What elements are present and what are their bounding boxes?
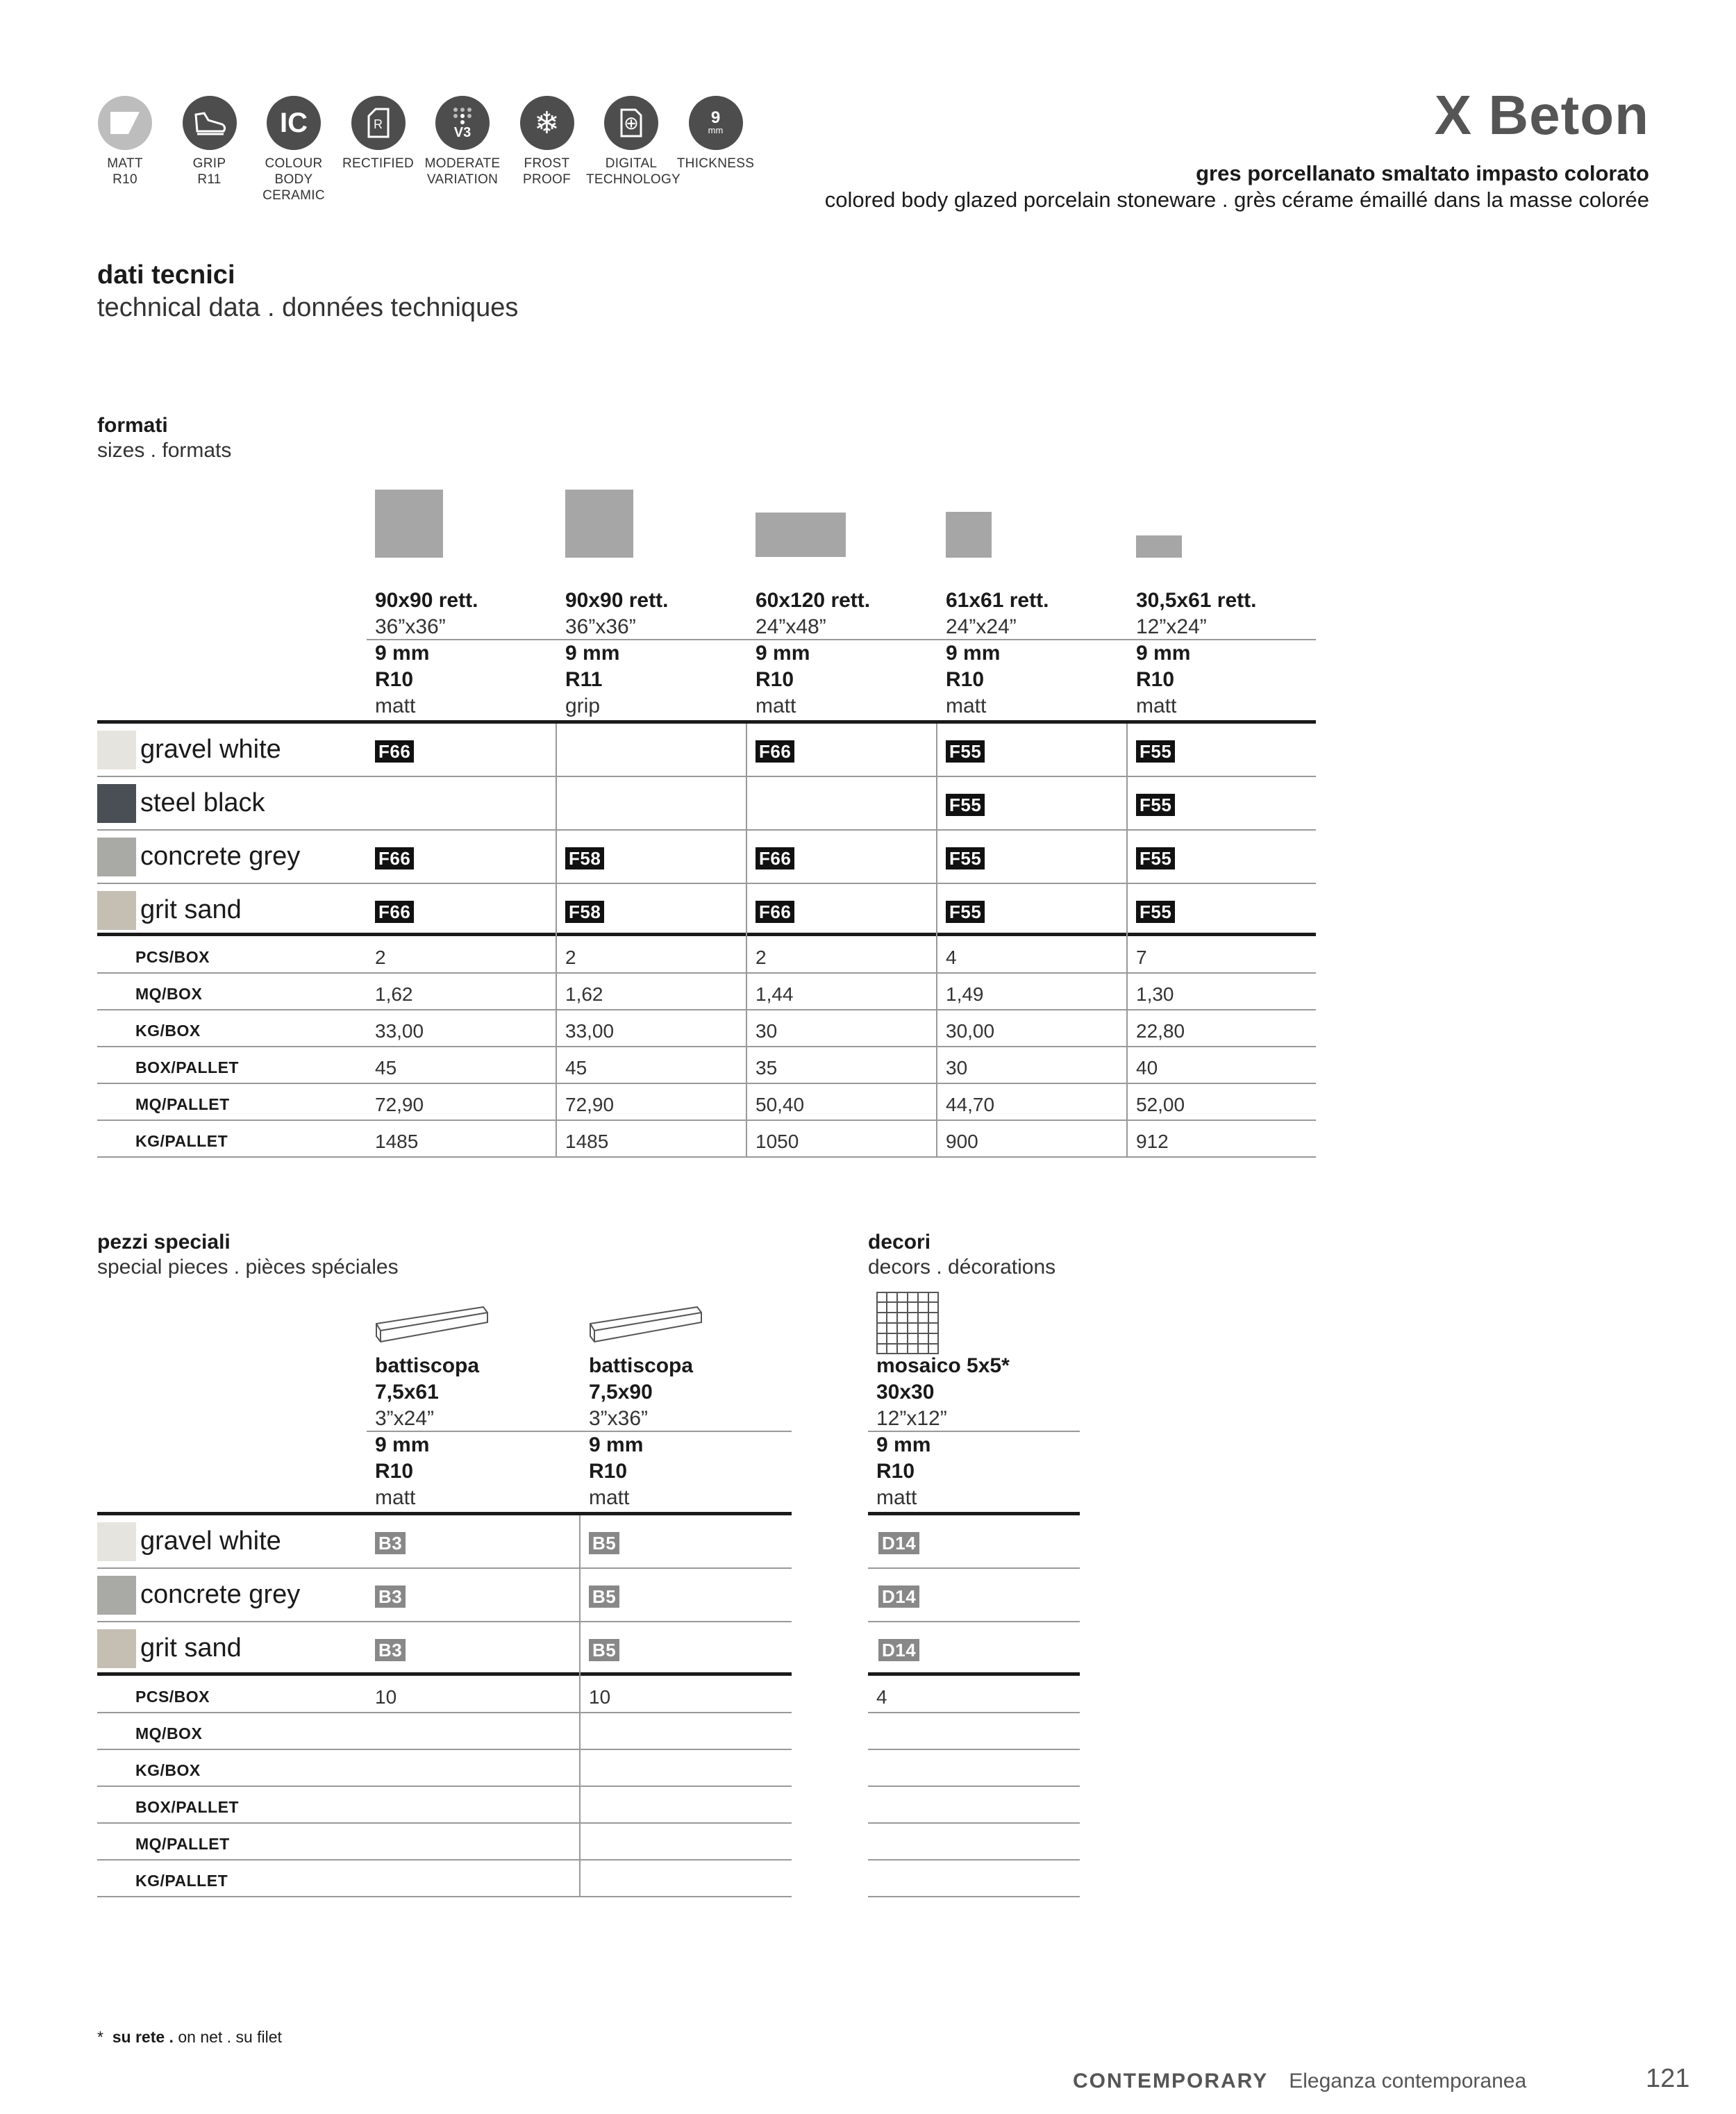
code-badge: F66: [756, 740, 794, 763]
divider: [97, 1859, 792, 1861]
metric-value: 1,62: [375, 983, 413, 1005]
metric-value: 33,00: [375, 1020, 424, 1042]
metric-label: KG/PALLET: [135, 1872, 228, 1890]
metric-value: 50,40: [756, 1094, 805, 1115]
metric-label: BOX/PALLET: [135, 1798, 239, 1816]
divider: [97, 776, 1316, 777]
divider: [367, 1431, 792, 1432]
metric-value: 10: [375, 1686, 397, 1708]
metric-value: 1485: [565, 1131, 609, 1152]
special-title: pezzi speciali: [97, 1231, 231, 1254]
formats-title: formati: [97, 414, 168, 437]
metric-label: PCS/BOX: [135, 1688, 210, 1706]
frost-icon-circle: [520, 96, 574, 150]
metric-value: 4: [876, 1686, 887, 1708]
code-badge: B5: [589, 1639, 619, 1661]
divider: [97, 1712, 792, 1713]
code-badge: F55: [946, 740, 985, 763]
metric-label: KG/BOX: [135, 1022, 201, 1040]
metric-value: 1,44: [756, 983, 794, 1005]
metric-value: 2: [756, 947, 767, 968]
code-badge: D14: [878, 1532, 919, 1554]
format-finish: matt: [946, 694, 987, 717]
subtitle-it: gres porcellanato smaltato impasto colorato: [1196, 161, 1649, 185]
code-badge: F66: [375, 847, 414, 869]
metric-value: 2: [565, 947, 576, 968]
decor-finish: matt: [876, 1486, 917, 1509]
divider: [97, 1009, 1316, 1010]
column-divider: [1126, 724, 1128, 1156]
footnote: * su rete . on net . su filet: [97, 2028, 282, 2046]
special-thickness: 9 mm: [589, 1433, 644, 1456]
metric-value: 40: [1136, 1057, 1158, 1079]
code-badge: B3: [375, 1586, 406, 1608]
digital-icon-circle: [604, 96, 658, 150]
format-header: [946, 588, 1126, 719]
format-finish: grip: [565, 694, 601, 717]
format-finish: matt: [756, 694, 796, 717]
divider: [97, 972, 1316, 974]
icon-label: [333, 156, 424, 172]
divider: [97, 1896, 792, 1897]
colour-name: gravel white: [140, 1526, 281, 1556]
format-header: [756, 588, 936, 719]
format-rating: R10: [946, 668, 985, 691]
icon-label: [502, 156, 592, 188]
format-inch: 24”x48”: [756, 615, 826, 638]
colour-swatch: [97, 1522, 136, 1561]
code-badge: B3: [375, 1532, 406, 1554]
metric-label: MQ/PALLET: [135, 1095, 230, 1113]
metric-value: 912: [1136, 1131, 1169, 1152]
divider: [868, 1512, 1080, 1515]
decor-thickness: 9 mm: [876, 1433, 931, 1456]
metric-value: 900: [946, 1131, 978, 1152]
special-header: [375, 1353, 556, 1511]
skirting-icon: [375, 1306, 490, 1351]
format-inch: 24”x24”: [946, 615, 1017, 638]
icon-label: [586, 156, 681, 188]
digital-icon: [586, 96, 681, 188]
metric-value: 4: [946, 947, 957, 968]
divider: [97, 829, 1316, 831]
divider: [97, 1786, 792, 1787]
code-badge: B5: [589, 1532, 619, 1554]
section-title: dati tecnici: [97, 260, 235, 290]
format-inch: 12”x24”: [1136, 615, 1207, 638]
special-size: 7,5x90: [589, 1381, 653, 1404]
format-thickness: 9 mm: [375, 642, 430, 665]
divider: [97, 1621, 792, 1622]
divider: [97, 1672, 792, 1676]
metric-label: MQ/BOX: [135, 985, 203, 1003]
special-inch: 3”x24”: [375, 1407, 435, 1430]
decor-name: mosaico 5x5*: [876, 1354, 1010, 1377]
colour-swatch: [97, 838, 136, 876]
colour-swatch: [97, 731, 136, 769]
divider: [97, 1822, 792, 1824]
rectified-icon: [333, 96, 424, 172]
metric-value: 30: [946, 1057, 968, 1079]
code-badge: D14: [878, 1586, 919, 1608]
special-finish: matt: [589, 1486, 630, 1509]
colour-name: concrete grey: [140, 842, 301, 871]
colour-swatch: [97, 1629, 136, 1668]
metric-label: PCS/BOX: [135, 948, 210, 966]
special-header: [589, 1353, 769, 1511]
metric-value: 1,49: [946, 983, 984, 1005]
icon-label-line: R10: [112, 172, 137, 187]
metric-value: 72,90: [565, 1094, 615, 1115]
divider: [97, 1512, 792, 1515]
rectified-icon-circle: [351, 96, 406, 150]
metric-value: 35: [756, 1057, 778, 1079]
divider: [97, 1083, 1316, 1084]
format-inch: 36”x36”: [375, 615, 446, 638]
matt-icon-circle: [98, 96, 152, 150]
divider: [868, 1822, 1080, 1824]
format-thickness: 9 mm: [565, 642, 620, 665]
code-badge: F55: [946, 794, 985, 816]
divider: [97, 1156, 1316, 1158]
decor-size: 30x30: [876, 1381, 935, 1404]
metric-value: 45: [375, 1057, 397, 1079]
divider: [868, 1621, 1080, 1622]
format-finish: matt: [1136, 694, 1177, 717]
metric-value: 22,80: [1136, 1020, 1185, 1042]
code-badge: D14: [878, 1639, 919, 1661]
metric-value: 33,00: [565, 1020, 615, 1042]
metric-value: 2: [375, 947, 386, 968]
format-finish: matt: [375, 694, 416, 717]
thickness-icon-circle: [689, 96, 743, 150]
colour-swatch: [97, 1576, 136, 1615]
decors-title: decori: [868, 1231, 931, 1254]
format-rating: R10: [1136, 668, 1175, 691]
code-badge: F55: [946, 847, 985, 869]
metric-value: 1,62: [565, 983, 603, 1005]
special-rating: R10: [589, 1460, 628, 1483]
format-rating: R11: [565, 668, 603, 691]
code-badge: F66: [375, 740, 414, 763]
icon-symbol: ❄: [534, 106, 560, 140]
column-divider: [556, 724, 557, 1156]
special-inch: 3”x36”: [589, 1407, 649, 1430]
code-badge: B5: [589, 1586, 619, 1608]
grip-icon: [165, 96, 255, 188]
colour-body-icon: [249, 96, 339, 203]
code-badge: F55: [1136, 794, 1175, 816]
divider: [868, 1431, 1080, 1432]
icon-symbol: ⊕: [624, 112, 639, 133]
code-badge: F58: [565, 901, 604, 923]
format-header: [375, 588, 556, 719]
divider: [868, 1896, 1080, 1897]
code-badge: F66: [756, 847, 794, 869]
icon-label-line: RECTIFIED: [342, 156, 414, 171]
colour-name: gravel white: [140, 735, 281, 764]
mosaic-grid-icon: [876, 1292, 939, 1358]
thickness-icon: [671, 96, 761, 172]
format-size: 30,5x61 rett.: [1136, 589, 1257, 612]
metric-value: 10: [589, 1686, 611, 1708]
code-badge: F55: [946, 901, 985, 923]
footer: [1073, 2070, 1526, 2093]
icon-symbol: IC: [280, 107, 308, 138]
decor-header: [876, 1353, 1057, 1511]
divider: [868, 1712, 1080, 1713]
metric-value: 30: [756, 1020, 778, 1042]
format-inch: 36”x36”: [565, 615, 636, 638]
icon-label: [671, 156, 761, 172]
code-badge: F66: [375, 901, 414, 923]
decor-rating: R10: [876, 1460, 915, 1483]
footer-category: CONTEMPORARY: [1073, 2070, 1269, 2092]
metric-value: 30,00: [946, 1020, 995, 1042]
footer-caption: Eleganza contemporanea: [1289, 2070, 1527, 2092]
icon-label-line: TECHNOLOGY: [586, 172, 681, 187]
metric-value: 52,00: [1136, 1094, 1185, 1115]
decors-subtitle: decors . décorations: [868, 1256, 1056, 1279]
divider: [367, 639, 1316, 640]
format-header: [565, 588, 746, 719]
metric-label: KG/BOX: [135, 1761, 201, 1779]
divider: [97, 883, 1316, 884]
format-shape-2: [565, 490, 633, 558]
metric-value: 1050: [756, 1131, 799, 1152]
icon-label-line: MATT: [107, 156, 143, 171]
formats-subtitle: sizes . formats: [97, 439, 232, 462]
icon-symbol: R: [374, 117, 383, 131]
column-divider: [746, 724, 747, 1156]
column-divider: [936, 724, 937, 1156]
special-subtitle: special pieces . pièces spéciales: [97, 1256, 399, 1279]
special-finish: matt: [375, 1486, 416, 1509]
icon-label-line: VARIATION: [426, 172, 499, 187]
special-size: 7,5x61: [375, 1381, 439, 1404]
format-thickness: 9 mm: [756, 642, 810, 665]
icon-label-line: CERAMIC: [262, 188, 325, 203]
icon-label: [165, 156, 255, 188]
colour-name: concrete grey: [140, 1580, 301, 1609]
special-rating: R10: [375, 1460, 414, 1483]
format-size: 90x90 rett.: [375, 589, 478, 612]
divider: [868, 1786, 1080, 1787]
colour-swatch: [97, 784, 136, 823]
frost-icon: [502, 96, 592, 188]
colour-name: grit sand: [140, 895, 242, 924]
format-thickness: 9 mm: [1136, 642, 1191, 665]
format-header: [1136, 588, 1317, 719]
divider: [868, 1672, 1080, 1676]
format-rating: R10: [756, 668, 794, 691]
metric-value: 7: [1136, 947, 1147, 968]
divider: [97, 933, 1316, 936]
grip-icon-circle: [183, 96, 237, 150]
divider: [97, 1749, 792, 1750]
decor-inch: 12”x12”: [876, 1407, 947, 1430]
colour-body-icon-circle: [267, 96, 321, 150]
metric-value: 72,90: [375, 1094, 424, 1115]
icon-label-line: COLOUR: [265, 156, 323, 171]
code-badge: F55: [1136, 901, 1175, 923]
divider: [868, 1749, 1080, 1750]
metric-label: MQ/PALLET: [135, 1835, 230, 1853]
divider: [868, 1567, 1080, 1569]
code-badge: F66: [756, 901, 794, 923]
variation-icon: [417, 96, 508, 188]
code-badge: F55: [1136, 740, 1175, 763]
special-thickness: 9 mm: [375, 1433, 430, 1456]
format-shape-4: [946, 512, 992, 558]
icon-label-line: THICKNESS: [676, 156, 755, 171]
divider: [97, 1046, 1316, 1047]
format-shape-3: [756, 513, 846, 557]
icon-symbol-unit: mm: [708, 125, 724, 135]
divider: [97, 1567, 792, 1569]
page-number: 121: [1646, 2064, 1690, 2093]
format-shape-5: [1136, 535, 1182, 558]
icon-label: [80, 156, 170, 188]
metric-value: 44,70: [946, 1094, 995, 1115]
skirting-icon: [589, 1306, 704, 1351]
code-badge: F55: [1136, 847, 1175, 869]
icon-label-line: DIGITAL: [605, 156, 658, 171]
icon-symbol: V3: [453, 125, 471, 140]
format-size: 60x120 rett.: [756, 589, 871, 612]
format-thickness: 9 mm: [946, 642, 1001, 665]
divider: [868, 1859, 1080, 1861]
colour-name: steel black: [140, 788, 265, 817]
icon-label-line: MODERATE: [424, 156, 501, 171]
matt-icon: [80, 96, 170, 188]
format-size: 61x61 rett.: [946, 589, 1049, 612]
metric-value: 1,30: [1136, 983, 1174, 1005]
section-subtitle: technical data . données techniques: [97, 293, 519, 322]
code-badge: F58: [565, 847, 604, 869]
colour-swatch: [97, 891, 136, 930]
divider: [97, 1120, 1316, 1121]
format-shape-1: [375, 490, 443, 558]
icon-label-line: GRIP: [192, 156, 226, 171]
metric-value: 1485: [375, 1131, 419, 1152]
code-badge: B3: [375, 1639, 406, 1661]
icon-label-line: PROOF: [522, 172, 571, 187]
icon-label: [249, 156, 339, 203]
colour-name: grit sand: [140, 1633, 242, 1663]
metric-label: BOX/PALLET: [135, 1058, 239, 1076]
icon-label: [417, 156, 508, 188]
special-name: battiscopa: [375, 1354, 480, 1377]
metric-value: 45: [565, 1057, 587, 1079]
icon-symbol: 9: [710, 108, 721, 127]
variation-icon-circle: [435, 96, 490, 150]
special-name: battiscopa: [589, 1354, 694, 1377]
subtitle-en: colored body glazed porcelain stoneware . grès cérame émaillé dans la masse colorée: [824, 188, 1649, 212]
metric-label: KG/PALLET: [135, 1132, 228, 1150]
column-divider: [579, 1515, 581, 1896]
metric-label: MQ/BOX: [135, 1724, 203, 1742]
format-size: 90x90 rett.: [565, 589, 669, 612]
page-title: X Beton: [1434, 84, 1649, 146]
icon-label-line: R11: [197, 172, 222, 187]
divider: [97, 720, 1316, 724]
icon-label-line: BODY: [274, 172, 313, 187]
icon-label-line: FROST: [524, 156, 570, 171]
format-rating: R10: [375, 668, 414, 691]
